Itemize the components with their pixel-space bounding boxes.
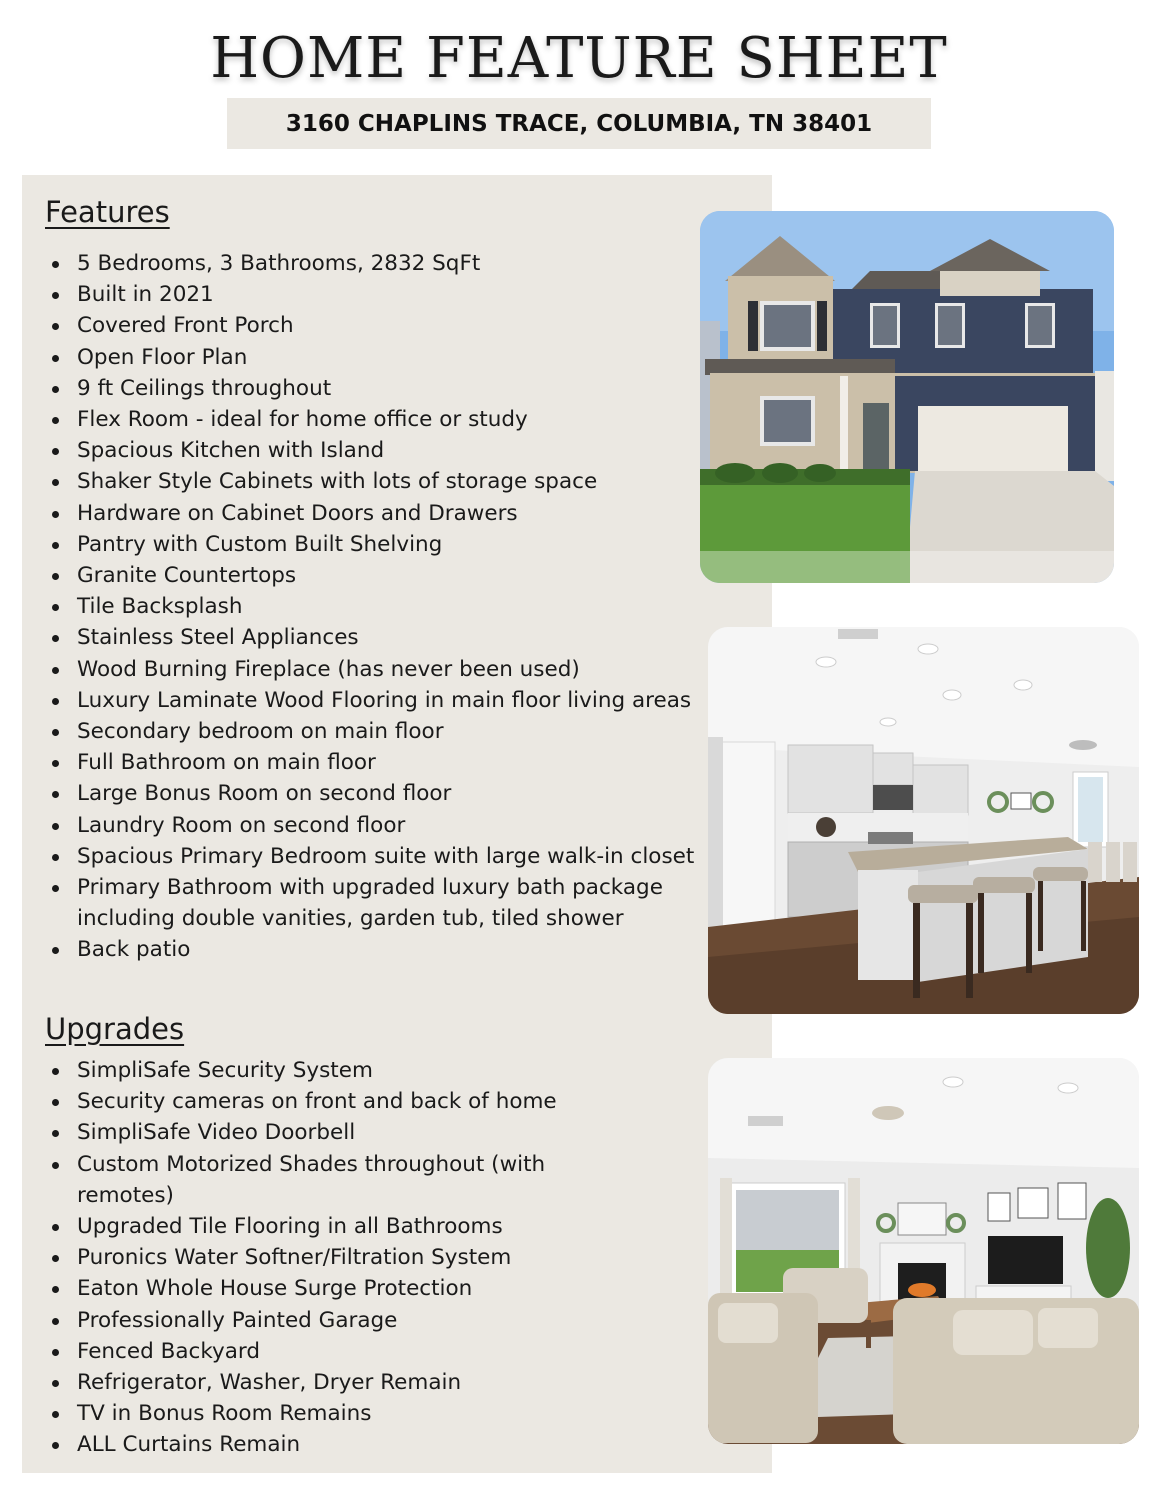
features-heading: Features (45, 195, 170, 229)
feature-item: Spacious Kitchen with Island (45, 435, 705, 466)
upgrade-item: Eaton Whole House Surge Protection (45, 1273, 585, 1304)
upgrade-item: Custom Motorized Shades throughout (with remotes) (45, 1149, 585, 1211)
upgrades-list (45, 1055, 585, 1461)
upgrade-item: SimpliSafe Video Doorbell (45, 1117, 585, 1148)
feature-item: Flex Room - ideal for home office or study (45, 404, 705, 435)
property-address: 3160 CHAPLINS TRACE, COLUMBIA, TN 38401 (285, 110, 873, 137)
feature-item: Covered Front Porch (45, 310, 705, 341)
page-title: HOME FEATURE SHEET (210, 26, 948, 91)
feature-item: Granite Countertops (45, 560, 705, 591)
feature-item: Back patio (45, 934, 705, 965)
feature-item: 9 ft Ceilings throughout (45, 373, 705, 404)
feature-item: Luxury Laminate Wood Flooring in main floor living areas (45, 685, 705, 716)
features-list (45, 248, 705, 966)
upgrades-heading: Upgrades (45, 1012, 185, 1046)
feature-item: Shaker Style Cabinets with lots of storage space (45, 466, 705, 497)
upgrade-item: ALL Curtains Remain (45, 1429, 585, 1460)
feature-item: Tile Backsplash (45, 591, 705, 622)
feature-item: Full Bathroom on main floor (45, 747, 705, 778)
feature-item: 5 Bedrooms, 3 Bathrooms, 2832 SqFt (45, 248, 705, 279)
address-banner (227, 98, 931, 149)
living-room-photo (708, 1058, 1139, 1444)
feature-item: Open Floor Plan (45, 342, 705, 373)
upgrade-item: Security cameras on front and back of home (45, 1086, 585, 1117)
upgrade-item: Fenced Backyard (45, 1336, 585, 1367)
feature-item: Hardware on Cabinet Doors and Drawers (45, 498, 705, 529)
feature-item: Stainless Steel Appliances (45, 622, 705, 653)
kitchen-photo (708, 627, 1139, 1014)
feature-item: Primary Bathroom with upgraded luxury bath package including double vanities, garden tub, tiled shower (45, 872, 705, 934)
feature-item: Pantry with Custom Built Shelving (45, 529, 705, 560)
feature-item: Built in 2021 (45, 279, 705, 310)
upgrade-item: Professionally Painted Garage (45, 1305, 585, 1336)
exterior-photo (700, 211, 1114, 583)
upgrade-item: Puronics Water Softner/Filtration System (45, 1242, 585, 1273)
upgrade-item: SimpliSafe Security System (45, 1055, 585, 1086)
upgrade-item: Upgraded Tile Flooring in all Bathrooms (45, 1211, 585, 1242)
upgrade-item: TV in Bonus Room Remains (45, 1398, 585, 1429)
feature-item: Laundry Room on second floor (45, 810, 705, 841)
feature-item: Wood Burning Fireplace (has never been used) (45, 654, 705, 685)
feature-item: Large Bonus Room on second floor (45, 778, 705, 809)
feature-item: Spacious Primary Bedroom suite with large walk-in closet (45, 841, 705, 872)
feature-item: Secondary bedroom on main floor (45, 716, 705, 747)
upgrade-item: Refrigerator, Washer, Dryer Remain (45, 1367, 585, 1398)
